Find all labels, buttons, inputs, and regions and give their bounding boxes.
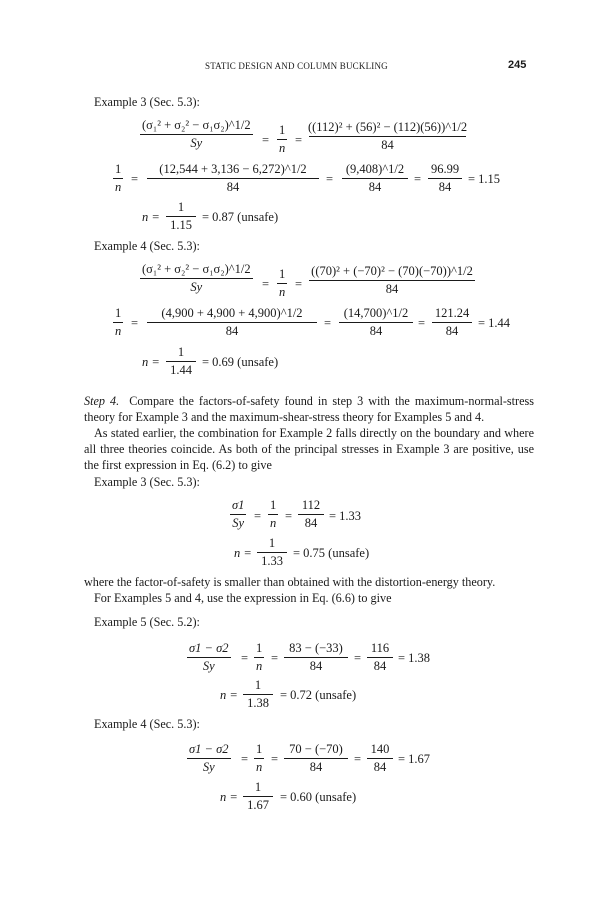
page-number: 245 [508, 59, 527, 71]
eq-denominator: 84 [225, 324, 239, 338]
eq-numerator: 140 [370, 742, 390, 756]
eq-denominator: 84 [368, 180, 382, 194]
eq-fraction [257, 536, 287, 569]
eq-numerator: (14,700)^1/2 [343, 306, 409, 320]
eq-denominator: 1.67 [247, 798, 269, 812]
eq-numerator: 1 [256, 742, 263, 756]
eq-sign: = [254, 509, 262, 523]
eq-numerator: 1 [270, 498, 277, 512]
eq-lhs: n = [220, 790, 238, 804]
eq-fraction [166, 345, 196, 378]
eq-result: = 0.69 (unsafe) [202, 355, 279, 369]
eq-fraction [140, 118, 253, 151]
eq-fraction [187, 742, 231, 775]
eq-fraction [147, 162, 319, 195]
eq-sign: = [324, 316, 332, 330]
example-heading: Example 3 (Sec. 5.3): [94, 95, 200, 109]
eq-numerator: 1 [115, 162, 122, 176]
eq-denominator: 84 [226, 180, 240, 194]
eq-denominator: n [270, 516, 277, 530]
eq-sign: = [131, 316, 139, 330]
eq-result: = 0.75 (unsafe) [293, 546, 370, 560]
eq-result: = 0.60 (unsafe) [280, 790, 357, 804]
eq-result: = 0.87 (unsafe) [202, 210, 279, 224]
eq-numerator: 116 [370, 641, 390, 655]
eq-fraction [147, 306, 317, 339]
eq-fraction [166, 200, 196, 233]
eq-result: = 1.33 [329, 509, 362, 523]
eq-numerator: 70 − (−70) [289, 742, 343, 756]
eq-fraction [277, 267, 287, 300]
eq-numerator: 112 [301, 498, 321, 512]
eq-denominator: 84 [445, 324, 459, 338]
eq-denominator: 84 [381, 138, 394, 152]
eq-sign: = [354, 752, 362, 766]
eq-numerator: 96.99 [430, 162, 460, 176]
eq-fraction [339, 306, 413, 339]
eq-numerator: 1 [115, 306, 122, 320]
eq-sign: = [131, 172, 139, 186]
eq-numerator: 1 [256, 641, 263, 655]
eq-numerator: (σ₁² + σ₂² − σ₁σ₂)^1/2 [142, 262, 251, 276]
eq-denominator: 84 [373, 659, 387, 673]
eq-numerator: 121.24 [434, 306, 470, 320]
body-paragraph: For Examples 5 and 4, use the expression in Eq. (6.6) to give [94, 591, 392, 605]
eq-sign: = [271, 752, 279, 766]
eq-sign: = [414, 172, 422, 186]
eq-numerator: 1 [279, 267, 286, 281]
eq-denominator: 84 [304, 516, 318, 530]
eq-numerator: σ1 [232, 498, 245, 512]
example-heading: Example 3 (Sec. 5.3): [94, 475, 200, 489]
eq-denominator: n [115, 180, 122, 194]
eq-denominator: 84 [438, 180, 452, 194]
eq-sign: = [285, 509, 293, 523]
eq-fraction [230, 498, 246, 531]
eq-fraction [268, 498, 278, 531]
eq-result: = 1.15 [468, 172, 501, 186]
eq-fraction [254, 641, 264, 674]
eq-denominator: 84 [309, 760, 323, 774]
eq-fraction [243, 780, 273, 813]
eq-denominator: 1.44 [170, 363, 192, 377]
eq-sign: = [241, 752, 249, 766]
eq-fraction [277, 123, 287, 156]
example-heading: Example 5 (Sec. 5.2): [94, 615, 200, 629]
eq-numerator: 1 [177, 345, 185, 359]
eq-denominator: Sy [202, 760, 215, 774]
eq-denominator: n [279, 285, 286, 299]
example-heading: Example 4 (Sec. 5.3): [94, 239, 200, 253]
body-paragraph: As stated earlier, the combination for Example 2 falls directly on the boundary and where all three theories coincide. As both of the principal stresses in Example 3 are positive, use the first expression in Eq. (6.2) to give [84, 426, 534, 472]
eq-fraction [342, 162, 408, 195]
eq-fraction [309, 120, 466, 153]
eq-fraction [113, 162, 123, 195]
eq-sign: = [354, 651, 362, 665]
eq-denominator: 84 [385, 282, 399, 296]
eq-denominator: n [115, 324, 122, 338]
eq-denominator: 1.38 [247, 696, 269, 710]
eq-denominator: n [256, 659, 263, 673]
eq-denominator: 1.15 [170, 218, 192, 232]
eq-denominator: n [256, 760, 263, 774]
eq-lhs: n = [142, 210, 160, 224]
eq-denominator: 84 [309, 659, 323, 673]
eq-fraction [254, 742, 264, 775]
eq-numerator: 1 [254, 780, 262, 794]
eq-lhs: n = [234, 546, 252, 560]
eq-denominator: Sy [190, 280, 203, 294]
eq-sign: = [418, 316, 426, 330]
eq-fraction [428, 162, 462, 195]
eq-numerator: σ1 − σ2 [189, 742, 229, 756]
running-header: STATIC DESIGN AND COLUMN BUCKLING [205, 61, 388, 71]
eq-sign: = [262, 277, 270, 291]
eq-lhs: n = [220, 688, 238, 702]
eq-numerator: (9,408)^1/2 [345, 162, 405, 176]
eq-fraction [243, 678, 273, 711]
eq-fraction [367, 742, 393, 775]
eq-fraction [140, 262, 253, 295]
body-paragraph: where the factor-of-safety is smaller than obtained with the distortion-energy theory. [84, 575, 496, 589]
eq-denominator: 84 [373, 760, 387, 774]
eq-fraction [284, 641, 348, 674]
eq-result: = 0.72 (unsafe) [280, 688, 357, 702]
eq-fraction [113, 306, 123, 339]
eq-fraction [309, 264, 475, 297]
eq-fraction [187, 641, 231, 674]
eq-numerator: ((112)² + (56)² − (112)(56))^1/2 [307, 120, 468, 134]
eq-sign: = [262, 133, 270, 147]
eq-denominator: Sy [232, 516, 245, 530]
eq-numerator: (12,544 + 3,136 − 6,272)^1/2 [159, 162, 307, 176]
eq-denominator: 1.33 [261, 554, 283, 568]
eq-result: = 1.38 [398, 651, 431, 665]
eq-sign: = [271, 651, 279, 665]
eq-fraction [367, 641, 393, 674]
eq-sign: = [295, 133, 303, 147]
eq-numerator: σ1 − σ2 [189, 641, 229, 655]
eq-numerator: 1 [177, 200, 185, 214]
eq-numerator: 1 [254, 678, 262, 692]
step4-text: Compare the factors-of-safety found in step 3 with the maximum-normal-stress theory for Example 3 and the maximum-shear-stress theory for Examples 5 and 4. [84, 394, 535, 424]
eq-denominator: Sy [190, 136, 203, 150]
eq-denominator: 84 [369, 324, 383, 338]
eq-lhs: n = [142, 355, 160, 369]
eq-fraction [284, 742, 348, 775]
eq-fraction [432, 306, 472, 339]
eq-sign: = [241, 651, 249, 665]
eq-fraction [298, 498, 324, 531]
eq-numerator: (4,900 + 4,900 + 4,900)^1/2 [161, 306, 303, 320]
eq-sign: = [326, 172, 334, 186]
eq-numerator: 1 [279, 123, 286, 137]
eq-result: = 1.44 [478, 316, 511, 330]
eq-denominator: n [279, 141, 286, 155]
eq-numerator: ((70)² + (−70)² − (70)(−70))^1/2 [311, 264, 473, 278]
eq-sign: = [295, 277, 303, 291]
step-label: Step 4. [84, 394, 120, 408]
eq-numerator: 1 [268, 536, 276, 550]
eq-numerator: 83 − (−33) [289, 641, 343, 655]
eq-result: = 1.67 [398, 752, 431, 766]
example-heading: Example 4 (Sec. 5.3): [94, 717, 200, 731]
eq-denominator: Sy [202, 659, 215, 673]
step4-paragraph [84, 393, 534, 425]
eq-numerator: (σ₁² + σ₂² − σ₁σ₂)^1/2 [142, 118, 251, 132]
